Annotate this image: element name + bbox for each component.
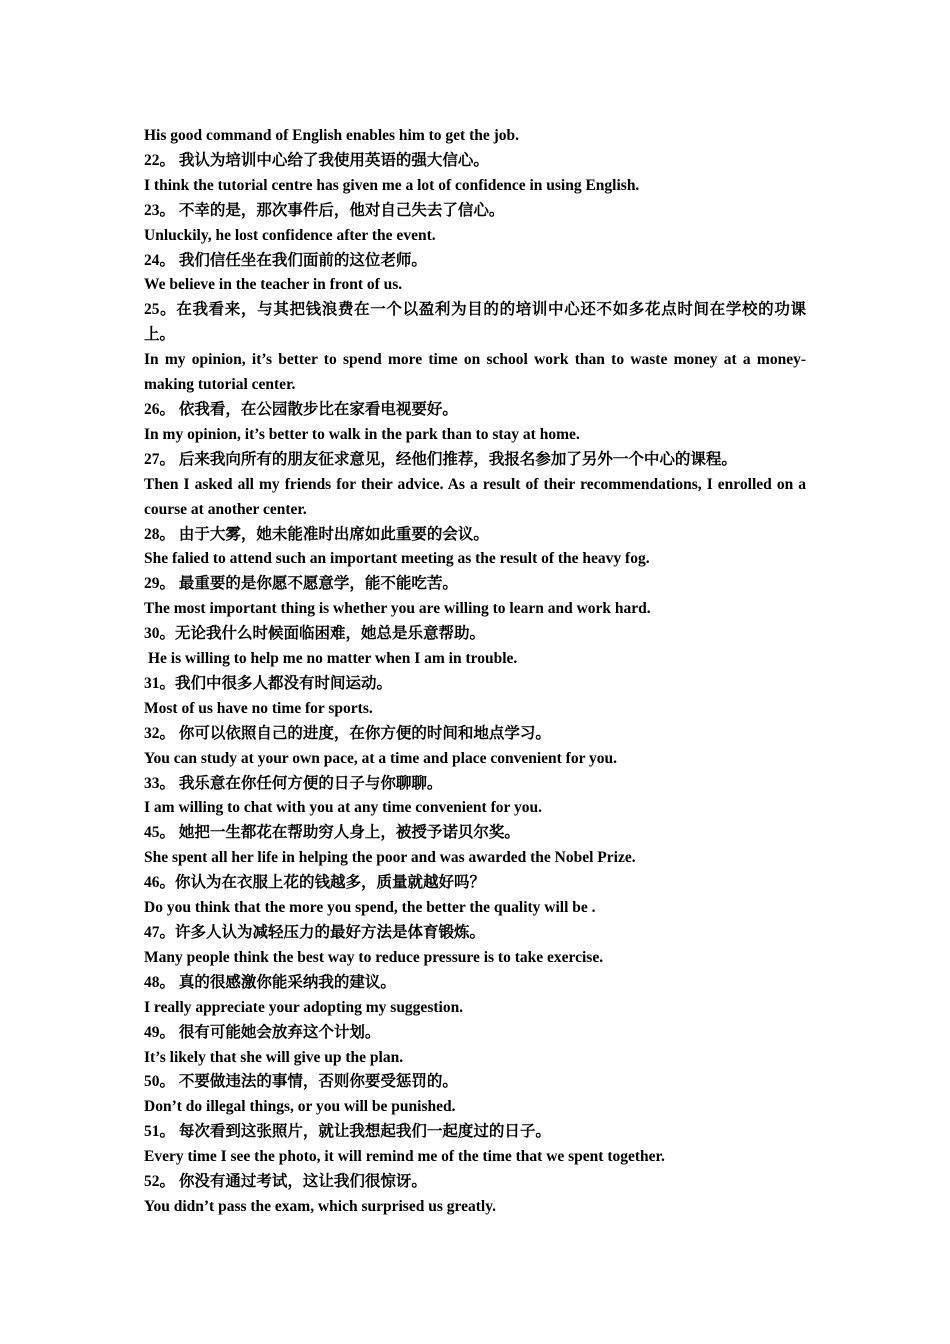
english-sentence-45: She spent all her life in helping the poor and was awarded the Nobel Prize. xyxy=(144,849,636,867)
chinese-sentence-50: 50。 不要做违法的事情，否则你要受惩罚的。 xyxy=(144,1073,458,1091)
chinese-sentence-51: 51。 每次看到这张照片，就让我想起我们一起度过的日子。 xyxy=(144,1123,551,1141)
english-sentence-50: Don’t do illegal things, or you will be punished. xyxy=(144,1098,456,1116)
english-sentence-33: I am willing to chat with you at any time convenient for you. xyxy=(144,799,542,817)
chinese-sentence-26: 26。 依我看，在公园散步比在家看电视要好。 xyxy=(144,400,458,418)
english-sentence-46: Do you think that the more you spend, the better the quality will be . xyxy=(144,899,596,917)
chinese-sentence-31: 31。我们中很多人都没有时间运动。 xyxy=(144,674,393,692)
english-sentence-25: In my opinion, it’s better to spend more time on school work than to waste money at a money-making tutorial center. xyxy=(144,351,806,394)
chinese-sentence-32: 32。 你可以依照自己的进度，在你方便的时间和地点学习。 xyxy=(144,724,551,742)
chinese-sentence-47: 47。许多人认为减轻压力的最好方法是体育锻炼。 xyxy=(144,924,486,941)
chinese-sentence-24: 24。 我们信任坐在我们面前的这位老师。 xyxy=(144,251,427,269)
chinese-sentence-29: 29。 最重要的是你愿不愿意学，能不能吃苦。 xyxy=(144,575,458,593)
english-sentence-49: It’s likely that she will give up the plan. xyxy=(144,1048,404,1066)
english-sentence-23: Unluckily, he lost confidence after the event. xyxy=(144,226,436,244)
english-sentence-47: Many people think the best way to reduce pressure is to take exercise. xyxy=(144,948,604,966)
english-sentence-28: She falied to attend such an important meeting as the result of the heavy fog. xyxy=(144,550,650,568)
english-sentence-22: I think the tutorial centre has given me a lot of confidence in using English. xyxy=(144,176,640,194)
english-sentence-48: I really appreciate your adopting my suggestion. xyxy=(144,998,464,1016)
chinese-sentence-25: 25。在我看来，与其把钱浪费在一个以盈利为目的的培训中心还不如多花点时间在学校的功课上。 xyxy=(144,301,806,344)
english-sentence-26: In my opinion, it’s better to walk in the park than to stay at home. xyxy=(144,425,580,443)
chinese-sentence-30: 30。无论我什么时候面临困难，她总是乐意帮助。 xyxy=(144,625,486,643)
chinese-sentence-48: 48。 真的很感激你能采纳我的建议。 xyxy=(144,973,396,991)
english-sentence-30: He is willing to help me no matter when I am in trouble. xyxy=(148,650,518,668)
document-page xyxy=(144,124,806,1220)
english-sentence: His good command of English enables him to get the job. xyxy=(144,127,520,144)
chinese-sentence-46: 46。你认为在衣服上花的钱越多，质量就越好吗？ xyxy=(144,874,486,892)
chinese-sentence-33: 33。 我乐意在你任何方便的日子与你聊聊。 xyxy=(144,774,443,792)
chinese-sentence-45: 45。 她把一生都花在帮助穷人身上，被授予诺贝尔奖。 xyxy=(144,824,520,842)
english-sentence-32: You can study at your own pace, at a time and place convenient for you. xyxy=(144,749,618,767)
english-sentence-51: Every time I see the photo, it will remind me of the time that we spent together. xyxy=(144,1148,665,1166)
english-sentence-27: Then I asked all my friends for their advice. As a result of their recommendations, I enrolled on a course at another center. xyxy=(144,475,806,518)
english-sentence-31: Most of us have no time for sports. xyxy=(144,699,373,717)
chinese-sentence-49: 49。 很有可能她会放弃这个计划。 xyxy=(144,1023,381,1041)
chinese-sentence-23: 23。 不幸的是，那次事件后，他对自己失去了信心。 xyxy=(144,201,505,219)
english-sentence-24: We believe in the teacher in front of us. xyxy=(144,276,403,294)
chinese-sentence-52: 52。 你没有通过考试，这让我们很惊讶。 xyxy=(144,1173,427,1191)
chinese-sentence-28: 28。 由于大雾，她未能准时出席如此重要的会议。 xyxy=(144,525,489,543)
chinese-sentence-27: 27。 后来我向所有的朋友征求意见，经他们推荐，我报名参加了另外一个中心的课程。 xyxy=(144,450,737,468)
english-sentence-29: The most important thing is whether you are willing to learn and work hard. xyxy=(144,600,651,618)
chinese-sentence-22: 22。 我认为培训中心给了我使用英语的强大信心。 xyxy=(144,151,489,169)
english-sentence-52: You didn’t pass the exam, which surprised us greatly. xyxy=(144,1197,496,1215)
